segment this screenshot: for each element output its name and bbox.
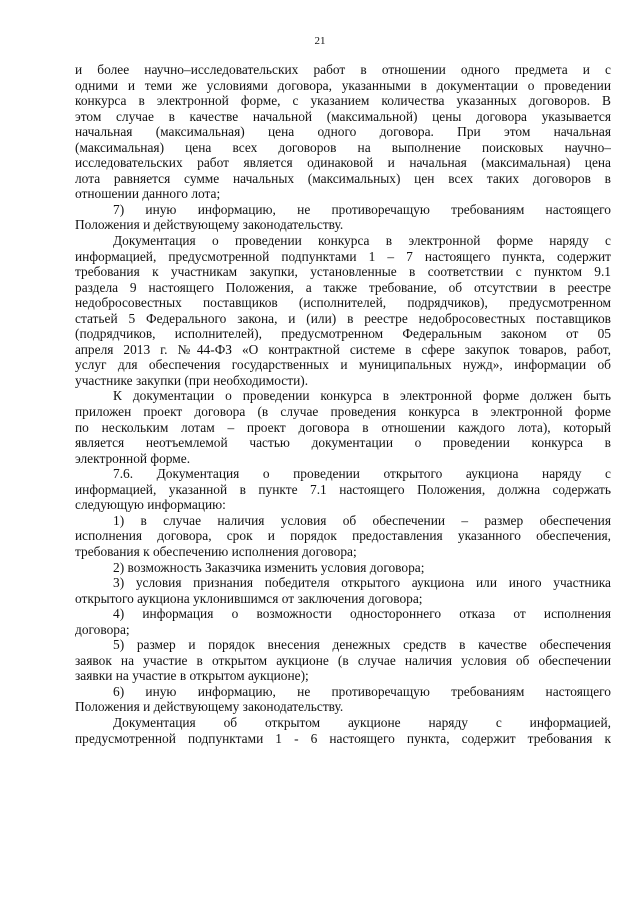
text-line: информацией, указанной в пункте 7.1 настоящего Положения, должна содержать <box>75 481 611 497</box>
text-line: лота равняется сумме начальных (максимальных) цен всех таких договоров в <box>75 170 611 186</box>
text-line: отношении данного лота; <box>75 186 221 202</box>
text-line: следующую информацию: <box>75 497 226 513</box>
text-line: 3) условия признания победителя открытого аукциона или иного участника <box>113 575 611 591</box>
text-line: электронной форме. <box>75 450 191 466</box>
text-line: является неотъемлемой частью документации о проведении конкурса в <box>75 435 611 451</box>
text-line: 6) иную информацию, не противоречащую требованиям настоящего <box>113 683 611 699</box>
text-line: исполнения договора, срок и порядок предоставления указанного обеспечения, <box>75 528 611 544</box>
text-line: одними и теми же условиями договора, указанными в документации о проведении <box>75 77 611 93</box>
text-line: конкурса в электронной форме, с указанием количества указанных договоров. В <box>75 93 611 109</box>
text-line: апреля 2013 г. №44-ФЗ «О контрактной системе в сфере закупок товаров, работ, <box>75 341 611 357</box>
text-line: (подрядчиков, исполнителей), предусмотренном Федеральным законом от 05 <box>75 326 611 342</box>
text-line: начальная (максимальная) цена одного договора. При этом начальная <box>75 124 611 140</box>
text-line: 1) в случае наличия условия об обеспечении – размер обеспечения <box>113 512 611 528</box>
text-line: услуг для обеспечения государственных и муниципальных нужд», информации об <box>75 357 611 373</box>
text-line: (максимальная) цена всех договоров на выполнение поисковых научно– <box>75 139 611 155</box>
text-line: информацией, предусмотренной подпунктами 1 – 7 настоящего пункта, содержит <box>75 248 611 264</box>
text-line: этом случае в качестве начальной (максимальной) цены договора указывается <box>75 108 611 124</box>
text-line: Положения и действующему законодательству. <box>75 217 344 233</box>
text-line: 4) информация о возможности одностороннего отказа от исполнения <box>113 606 611 622</box>
text-line: и более научно–исследовательских работ в отношении одного предмета и с <box>75 62 611 77</box>
text-line: раздела 9 настоящего Положения, а также требование, об отсутствии в реестре <box>75 279 611 295</box>
text-line: требования к участникам закупки, установленные в соответствии с пунктом 9.1 <box>75 264 611 280</box>
text-line: договора; <box>75 621 130 637</box>
text-line: участнике закупки (при необходимости). <box>75 372 309 388</box>
text-line: К документации о проведении конкурса в электронной форме должен быть <box>113 388 611 404</box>
text-line: 7) иную информацию, не противоречащую требованиям настоящего <box>113 201 611 217</box>
text-line: заявок на участие в открытом аукционе (в случае наличия условия об обеспечении <box>75 652 611 668</box>
text-line: требования к обеспечению исполнения договора; <box>75 543 357 559</box>
text-line: исследовательских работ является одинаковой и начальная (максимальная) цена <box>75 155 611 171</box>
text-line: предусмотренной подпунктами 1 - 6 настоящего пункта, содержит требования к <box>75 730 611 746</box>
text-line: Документация о проведении конкурса в электронной форме наряду с <box>113 233 611 249</box>
text-line: по нескольким лотам – проект договора в отношении каждого лота), который <box>75 419 611 435</box>
text-line: недобросовестных поставщиков (исполнителей, подрядчиков), предусмотренном <box>75 295 611 311</box>
text-line: приложен проект договора (в случае проведения конкурса в электронной форме <box>75 404 611 420</box>
text-line: 5) размер и порядок внесения денежных средств в качестве обеспечения <box>113 637 611 653</box>
text-line: заявки на участие в открытом аукционе); <box>75 668 309 684</box>
text-line: 7.6. Документация о проведении открытого аукциона наряду с <box>113 466 611 482</box>
page-number: 21 <box>314 35 326 47</box>
text-line: 2) возможность Заказчика изменить условия договора; <box>113 559 425 575</box>
text-line: Документация об открытом аукционе наряду с информацией, <box>113 714 611 730</box>
document-body-text <box>75 62 611 746</box>
text-line: статьей 5 Федерального закона, и (или) в реестре недобросовестных поставщиков <box>75 310 611 326</box>
text-line: Положения и действующему законодательству. <box>75 699 344 715</box>
text-line: открытого аукциона уклонившимся от заключения договора; <box>75 590 423 606</box>
